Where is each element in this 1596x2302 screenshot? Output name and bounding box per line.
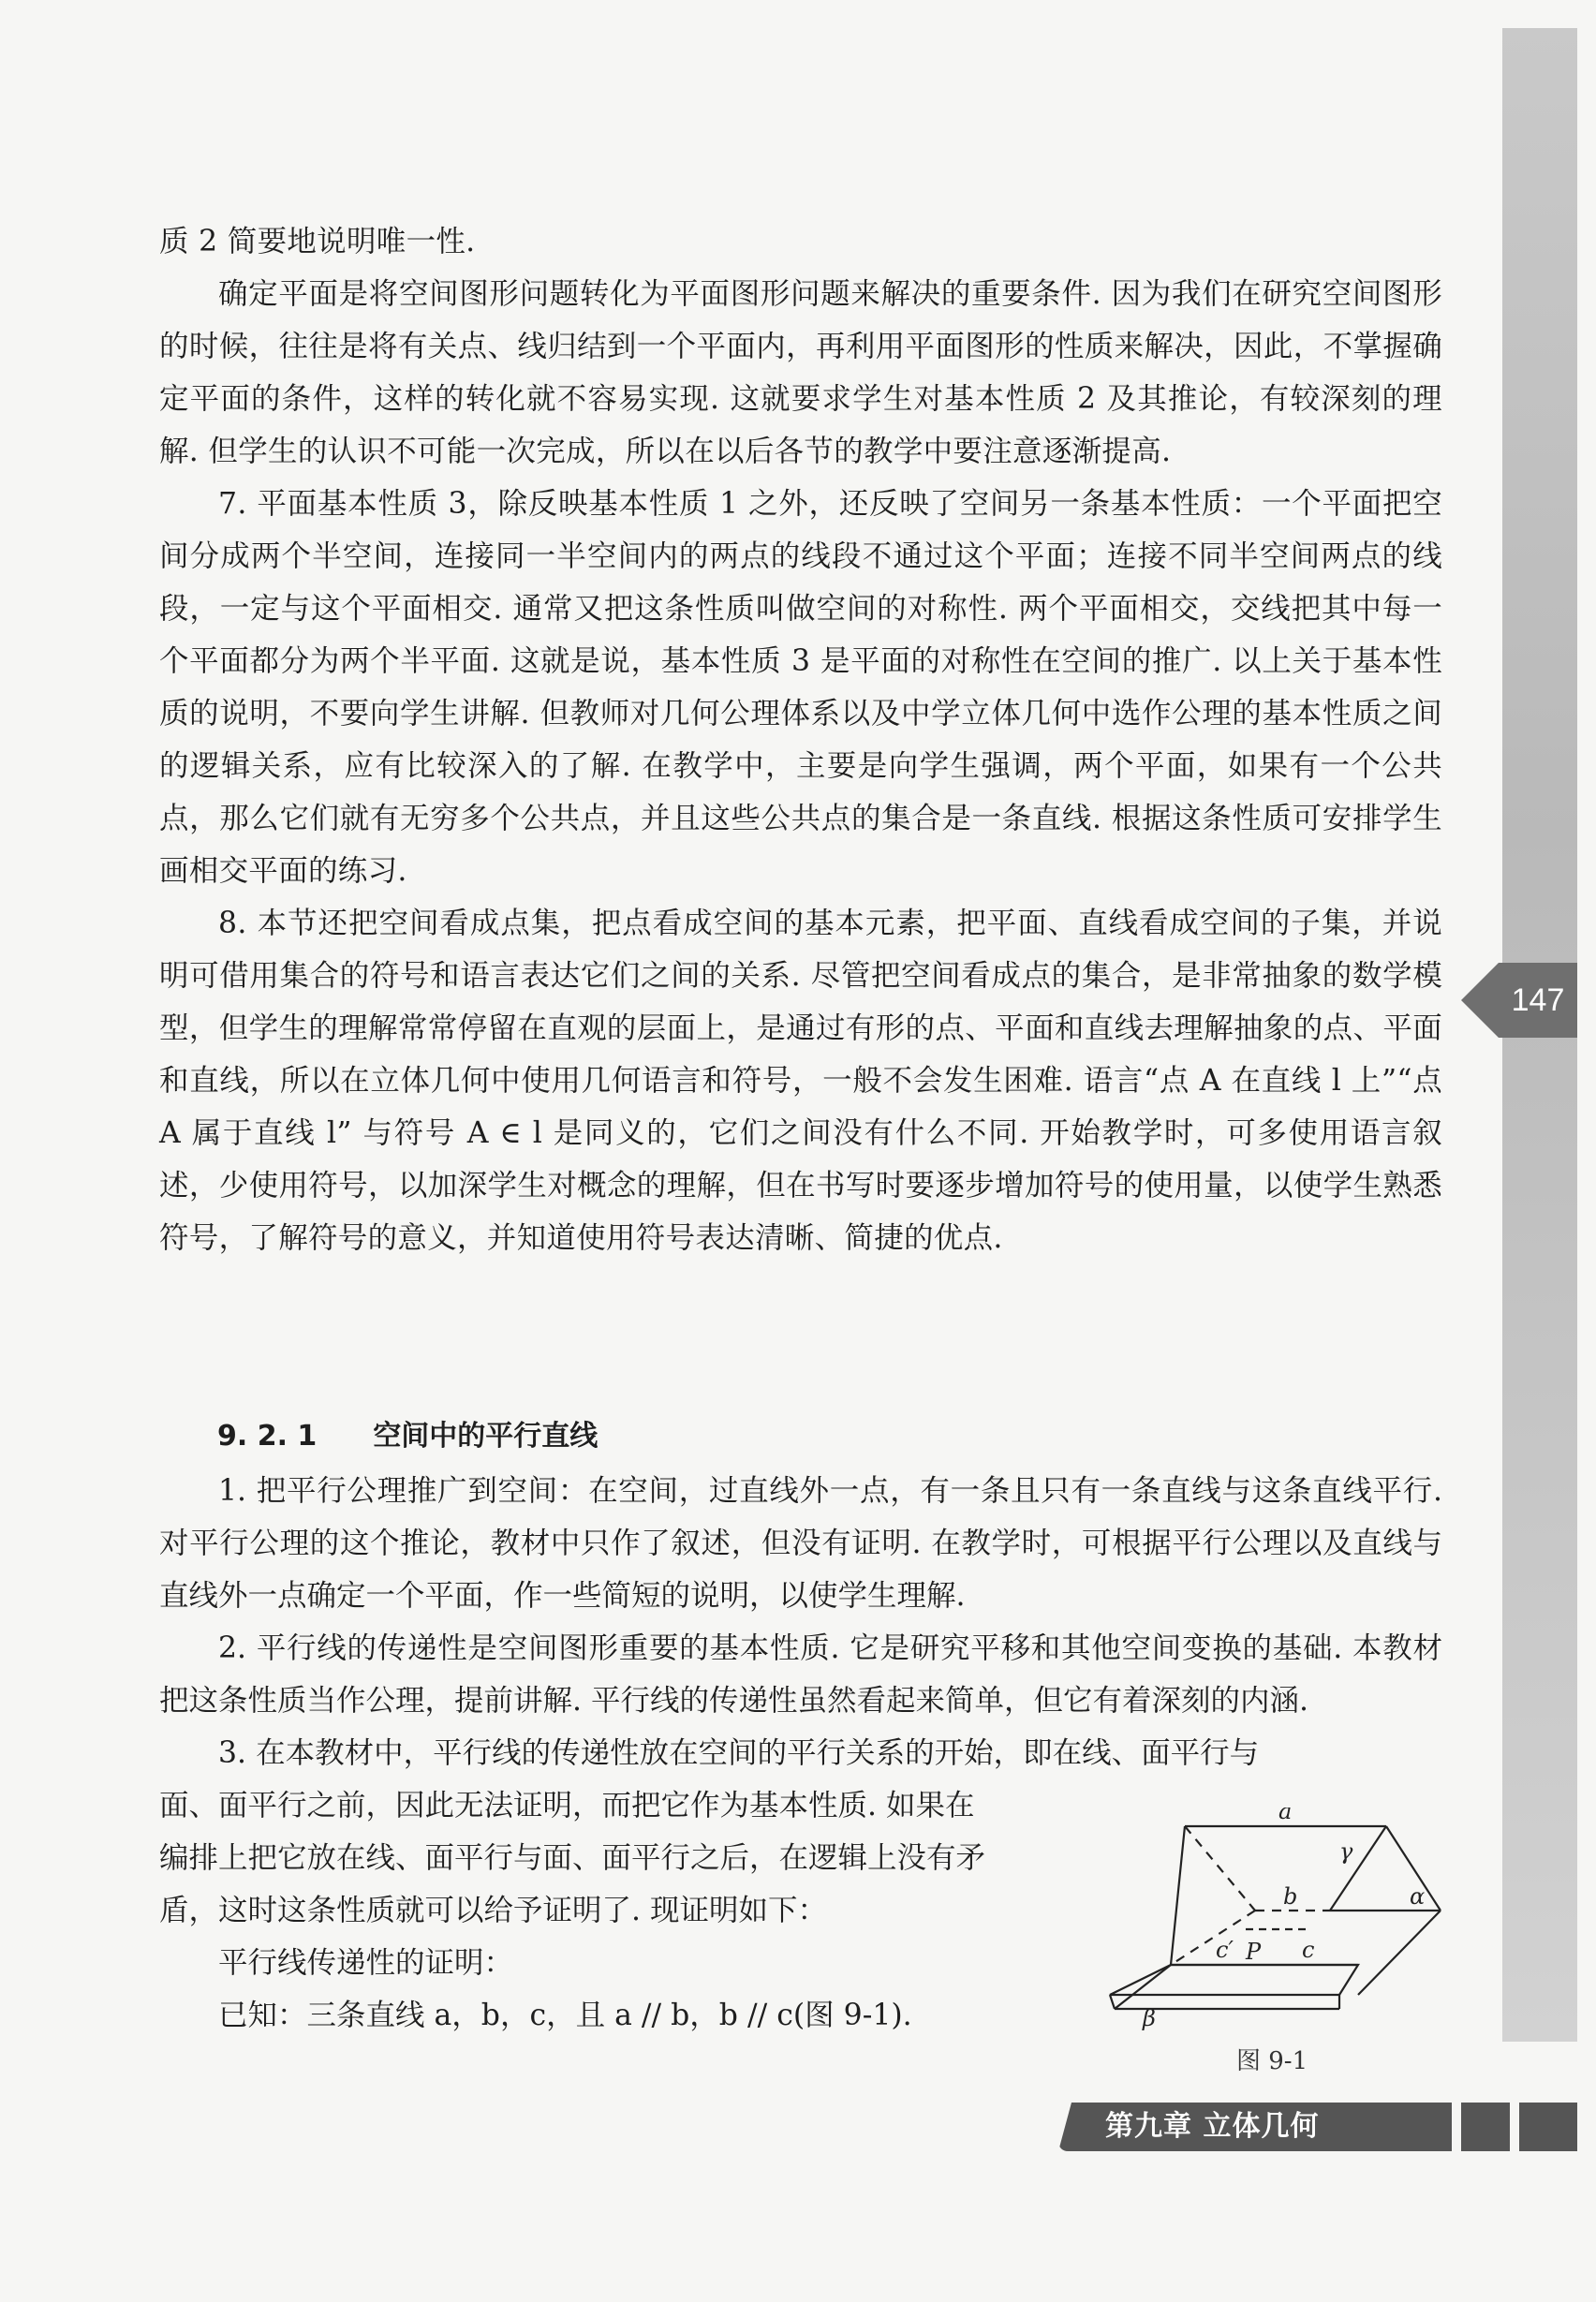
paragraph-line: 面、面平行之前，因此无法证明，而把它作为基本性质. 如果在: [159, 1789, 975, 1822]
paragraph: 2. 平行线的传递性是空间图形重要的基本性质. 它是研究平移和其他空间变换的基础. 本教材把这条性质当作公理，提前讲解. 平行线的传递性虽然看起来简单，但它有着深刻的内涵.: [159, 1631, 1442, 1718]
paragraph: 确定平面是将空间图形问题转化为平面图形问题来解决的重要条件. 因为我们在研究空间图形的时候，往往是将有关点、线归结到一个平面内，再利用平面图形的性质来解决，因此，不掌握确定平面的条件，这样的转化就不容易实现. 这就要求学生对基本性质 2 及其推论，有较深刻的理解. 但学生的认识不可能一次完成，所以在以后各节的教学中要注意逐渐提高.: [159, 277, 1442, 468]
label-a: a: [1278, 1808, 1293, 1824]
section-title: 空间中的平行直线: [373, 1420, 598, 1453]
hidden-line: [1171, 1911, 1255, 1965]
paragraph: 3. 在本教材中，平行线的传递性放在空间的平行关系的开始，即在线、面平行与: [218, 1736, 1260, 1770]
edge-beta: [1110, 1995, 1115, 2009]
label-c-prime: c′: [1216, 1937, 1234, 1963]
section-heading: [217, 1412, 598, 1454]
body-text-narrow: [159, 1779, 1086, 2042]
edge-right-bottom: [1358, 1911, 1441, 1995]
label-P: P: [1246, 1939, 1262, 1965]
section-number: 9. 2. 1: [217, 1420, 318, 1453]
proof-heading: 平行线传递性的证明：: [218, 1946, 514, 1980]
paragraph: 8. 本节还把空间看成点集，把点看成空间的基本元素，把平面、直线看成空间的子集，并说明可借用集合的符号和语言表达它们之间的关系. 尽管把空间看成点的集合，是非常抽象的数学模型，但学生的理解常常停留在直观的层面上，是通过有形的点、平面和直线去理解抽象的点、平面和直线，所以在立体几何中使用几何语言和符号，一般不会发生困难. 语言“点 A 在直线 l 上”“点 A 属于直线 l” 与符号 A ∈ l 是同义的，它们之间没有什么不同. 开始教学时，可多使用语言叙述，少使用符号，以加深学生对概念的理解，但在书写时要逐步增加符号的使用量，以使学生熟悉符号，了解符号的意义，并知道使用符号表达清晰、简捷的优点.: [159, 907, 1442, 1255]
edge-beta-left: [1115, 1965, 1171, 2009]
edge-left: [1171, 1826, 1185, 1965]
label-gamma: γ: [1339, 1838, 1353, 1865]
figure-9-1: [1105, 1808, 1461, 2032]
page-number: 147: [1511, 982, 1565, 1018]
figure-caption: 图 9-1: [1236, 2047, 1308, 2075]
chapter-label: 第九章 立体几何: [1105, 2110, 1320, 2143]
plane-beta: [1110, 1965, 1358, 1995]
paragraph: 7. 平面基本性质 3，除反映基本性质 1 之外，还反映了空间另一条基本性质：一个平面把空间分成两个半空间，连接同一半空间内的两点的线段不通过这个平面；连接不同半空间两点的线段，一定与这个平面相交. 通常又把这条性质叫做空间的对称性. 两个平面相交，交线把其中每一个平面都分为两个半平面. 这就是说，基本性质 3 是平面的对称性在空间的推广. 以上关于基本性质的说明，不要向学生讲解. 但教师对几何公理体系以及中学立体几何中选作公理的基本性质之间的逻辑关系，应有比较深入的了解. 在教学中，主要是向学生强调，两个平面，如果有一个公共点，那么它们就有无穷多个公共点，并且这些公共点的集合是一条直线. 根据这条性质可安排学生画相交平面的练习.: [159, 487, 1442, 888]
body-text-section: [159, 1465, 1442, 1779]
hidden-line: [1185, 1826, 1255, 1911]
chapter-bar-block: [1461, 2103, 1510, 2151]
chapter-bar-block: [1519, 2103, 1577, 2151]
label-beta: β: [1143, 2005, 1156, 2031]
paragraph: 质 2 简要地说明唯一性.: [159, 225, 476, 258]
paragraph-line: 编排上把它放在线、面平行与面、面平行之后，在逻辑上没有矛: [159, 1841, 986, 1875]
label-alpha: α: [1410, 1883, 1426, 1910]
label-b: b: [1283, 1883, 1298, 1910]
body-text-top: [159, 215, 1442, 1264]
paragraph: 1. 把平行公理推广到空间：在空间，过直线外一点，有一条且只有一条直线与这条直线平行. 对平行公理的这个推论，教材中只作了叙述，但没有证明. 在教学时，可根据平行公理以及直线与直线外一点确定一个平面，作一些简短的说明，以使学生理解.: [159, 1474, 1442, 1613]
label-c: c: [1302, 1937, 1315, 1963]
paragraph-line: 盾，这时这条性质就可以给予证明了. 现证明如下：: [159, 1894, 828, 1927]
proof-given: 已知：三条直线 a，b，c，且 a // b，b // c(图 9-1).: [218, 1999, 912, 2032]
edge-gamma: [1330, 1826, 1386, 1911]
